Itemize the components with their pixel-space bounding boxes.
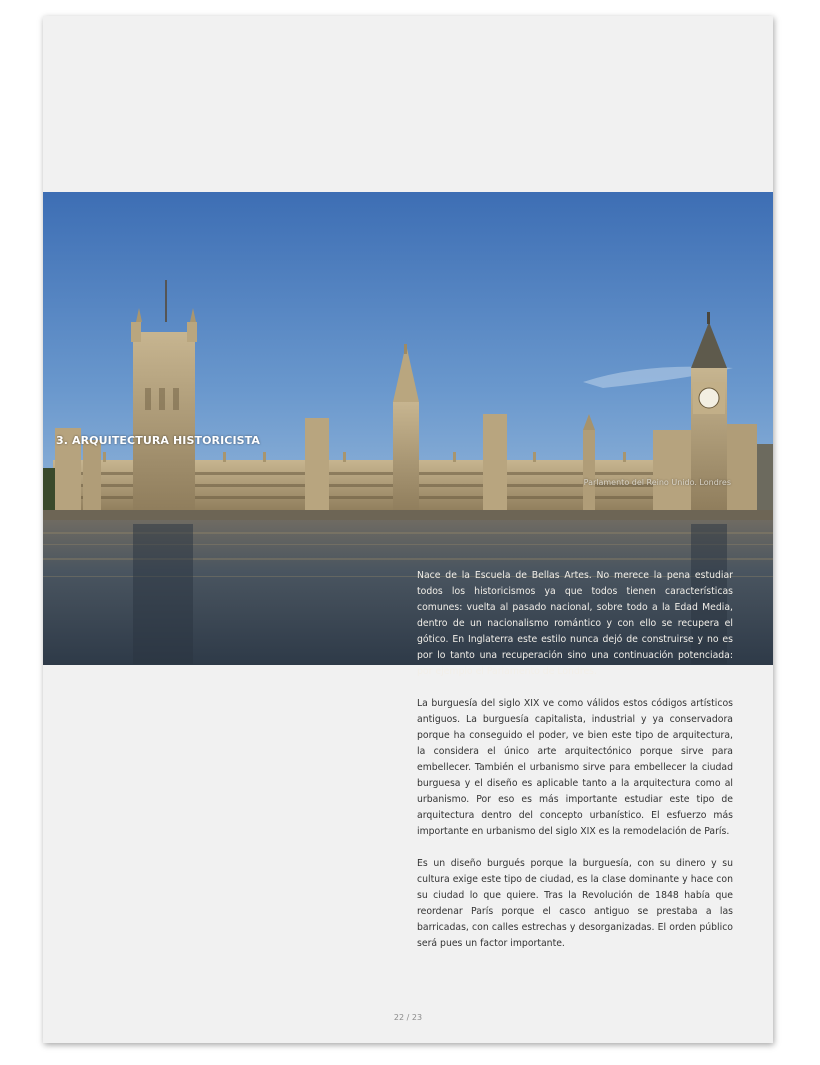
page-number: 22 / 23	[393, 1013, 423, 1022]
photo-caption: Parlamento del Reino Unido. Londres	[583, 478, 731, 487]
paragraph-2: La burguesía del siglo XIX ve como válidos estos códigos artísticos antiguos. La burguesía capitalista, industrial y ya conservadora porque ha conseguido el poder, ve bien este tipo de arquitectura, la considera el único arte arquitectónico porque sirve para embellecer. También el urbanismo sirve para embellecer la ciudad burguesa y el diseño es aplicable tanto a la arquitectura como al urbanismo. Por eso es más importante estudiar este tipo de arquitectura dentro del concepto urbanístico. El esfuerzo más importante en urbanismo del siglo XIX es la remodelación de París.	[417, 698, 733, 837]
body-text	[417, 568, 733, 968]
paragraph-1: Nace de la Escuela de Bellas Artes. No merece la pena estudiar todos los historicismos ya que todos tienen características comunes: vuelta al pasado nacional, sobre todo a la Edad Media, dentro de un nacionalismo romántico y con ello se recupera el gótico. En Inglaterra este estilo nunca dejó de construirse y no es por lo tanto una recuperación sino una continuación potenciada: por ejemplo el Parlamento de Londres.	[417, 570, 733, 677]
paragraph-3: Es un diseño burgués porque la burguesía, con su dinero y su cultura exige este tipo de ciudad, es la clase dominante y hace con su ciudad lo que quiere. Tras la Revolución de 1848 había que reordenar París porque el casco antiguo se prestaba a las barricadas, con calles estrechas y desorganizadas. El orden público será pues un factor importante.	[417, 858, 733, 949]
section-title: 3. ARQUITECTURA HISTORICISTA	[56, 434, 261, 447]
document-page	[43, 16, 773, 1043]
